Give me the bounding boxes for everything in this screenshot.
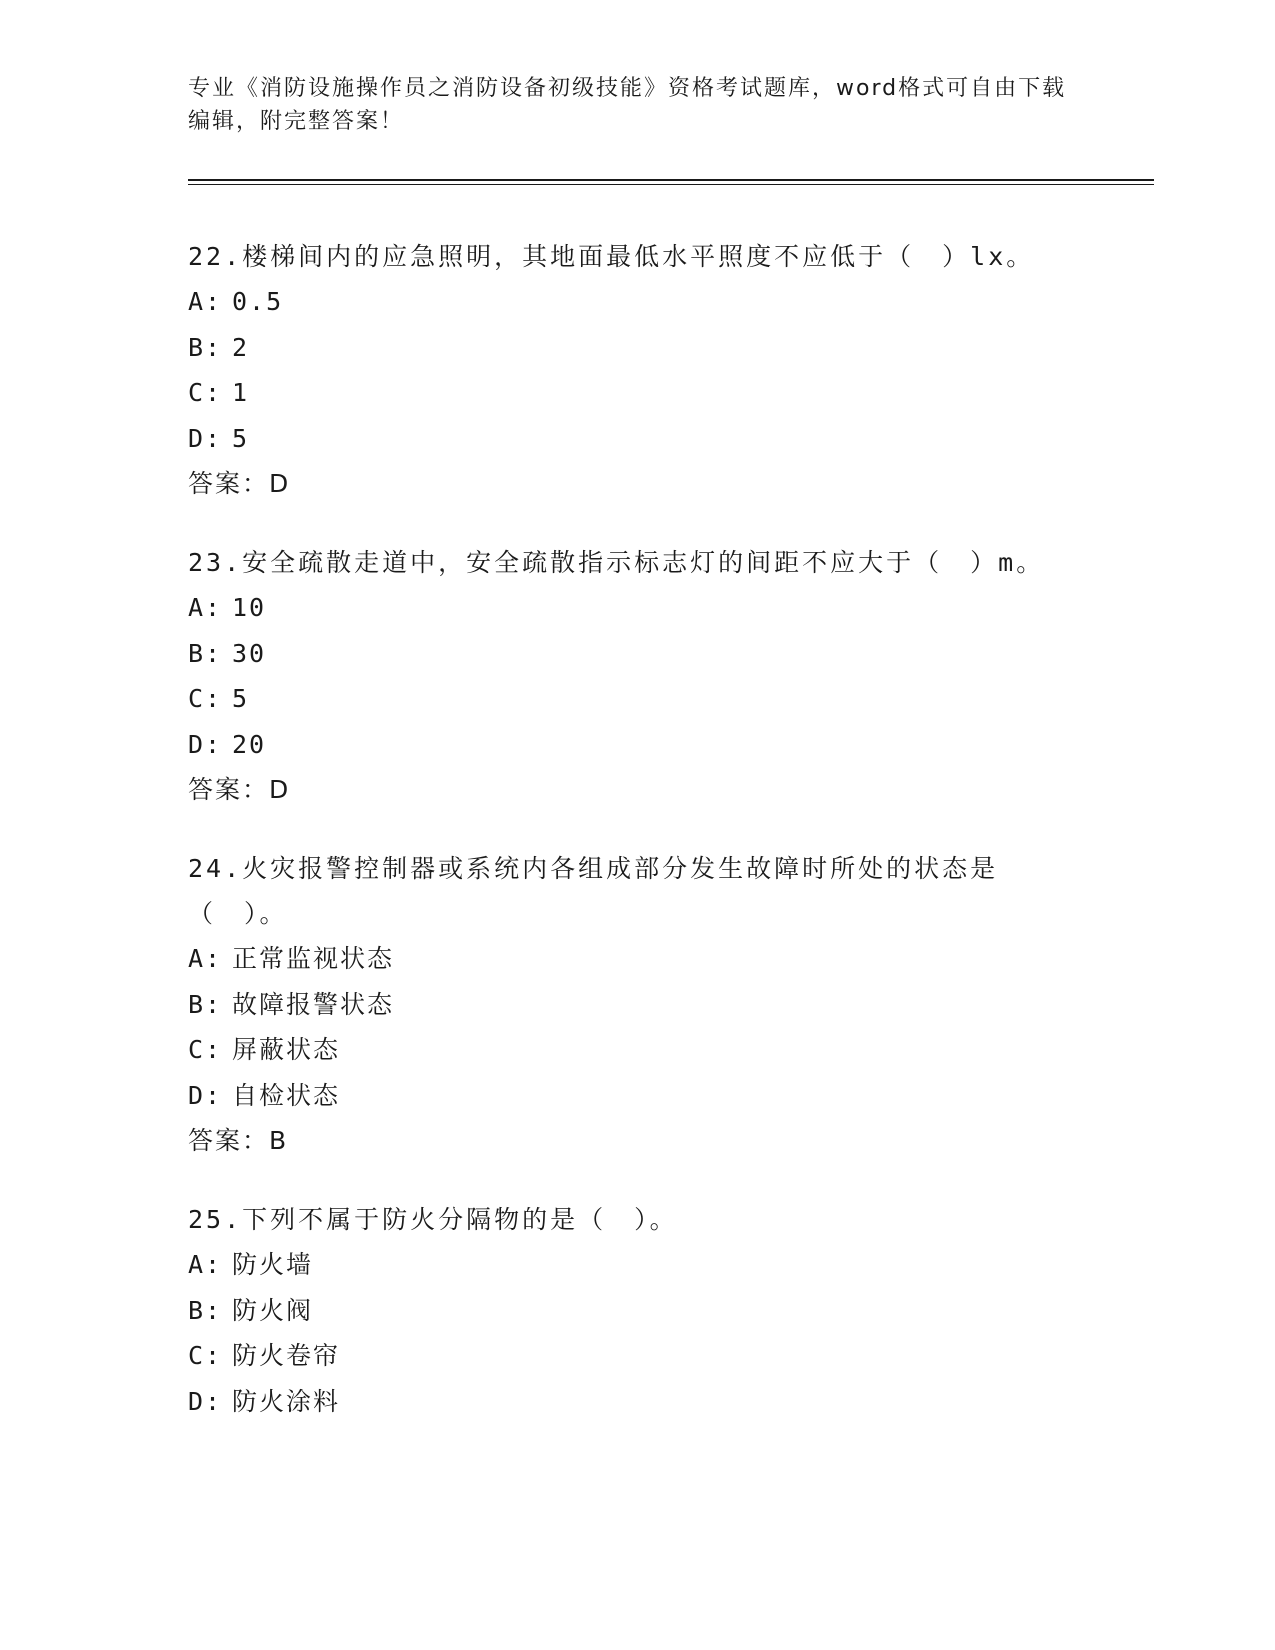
option-letter: C: (188, 1035, 223, 1064)
option-d (188, 1379, 1068, 1425)
question-stem: 23.安全疏散走道中，安全疏散指示标志灯的间距不应大于（ ）m。 (188, 548, 1045, 577)
option-text: 10 (232, 593, 267, 622)
option-letter: D: (188, 423, 223, 453)
option-letter: C: (188, 684, 223, 713)
option-letter: A: (188, 593, 223, 622)
option-text: 0.5 (232, 287, 284, 316)
option-letter: A: (188, 287, 223, 316)
option-d (188, 1073, 1068, 1119)
question-22 (188, 234, 1068, 506)
answer-line: 答案：D (188, 775, 291, 804)
divider-line-thin (188, 184, 1154, 185)
option-text: 故障报警状态 (232, 989, 395, 1019)
option-letter: B: (188, 332, 223, 362)
option-text: 防火阀 (232, 1295, 314, 1325)
question-list (188, 234, 1068, 1458)
option-a (188, 1242, 1068, 1288)
header-divider (188, 179, 1154, 185)
option-text: 5 (232, 684, 250, 713)
option-a (188, 585, 1068, 631)
question-25 (188, 1197, 1068, 1424)
option-letter: C: (188, 1341, 223, 1370)
option-letter: C: (188, 378, 223, 407)
option-letter: B: (188, 989, 223, 1019)
option-a (188, 936, 1068, 982)
option-letter: D: (188, 729, 223, 759)
question-stem: 25.下列不属于防火分隔物的是（ ）。 (188, 1205, 678, 1234)
document-header: 专业《消防设施操作员之消防设备初级技能》资格考试题库，word格式可自由下载编辑，附完整答案！ (188, 76, 1067, 134)
option-text: 防火墙 (232, 1250, 314, 1279)
option-b (188, 982, 1068, 1028)
option-text: 防火卷帘 (232, 1341, 341, 1370)
question-23 (188, 540, 1068, 812)
option-text: 2 (232, 332, 250, 362)
option-letter: B: (188, 638, 223, 668)
option-d (188, 722, 1068, 768)
divider-line-thick (188, 179, 1154, 181)
option-text: 5 (232, 423, 250, 453)
option-text: 1 (232, 378, 250, 407)
option-a (188, 279, 1068, 325)
question-stem: 22.楼梯间内的应急照明，其地面最低水平照度不应低于（ ）lx。 (188, 242, 1035, 271)
option-b (188, 1288, 1068, 1334)
option-text: 20 (232, 729, 267, 759)
option-c (188, 370, 1068, 416)
option-text: 30 (232, 638, 267, 668)
option-text: 正常监视状态 (232, 944, 395, 973)
option-c (188, 1333, 1068, 1379)
option-c (188, 676, 1068, 722)
option-letter: D: (188, 1080, 223, 1110)
option-c (188, 1027, 1068, 1073)
question-stem: 24.火灾报警控制器或系统内各组成部分发生故障时所处的状态是（ ）。 (188, 854, 999, 928)
option-text: 防火涂料 (232, 1386, 341, 1416)
option-b (188, 631, 1068, 677)
option-b (188, 325, 1068, 371)
option-letter: D: (188, 1386, 223, 1416)
option-text: 自检状态 (232, 1080, 341, 1110)
option-letter: A: (188, 1250, 223, 1279)
question-24 (188, 846, 1068, 1163)
option-letter: B: (188, 1295, 223, 1325)
answer-line: 答案：B (188, 1126, 289, 1155)
answer-line: 答案：D (188, 469, 291, 498)
option-d (188, 416, 1068, 462)
option-text: 屏蔽状态 (232, 1035, 341, 1064)
option-letter: A: (188, 944, 223, 973)
